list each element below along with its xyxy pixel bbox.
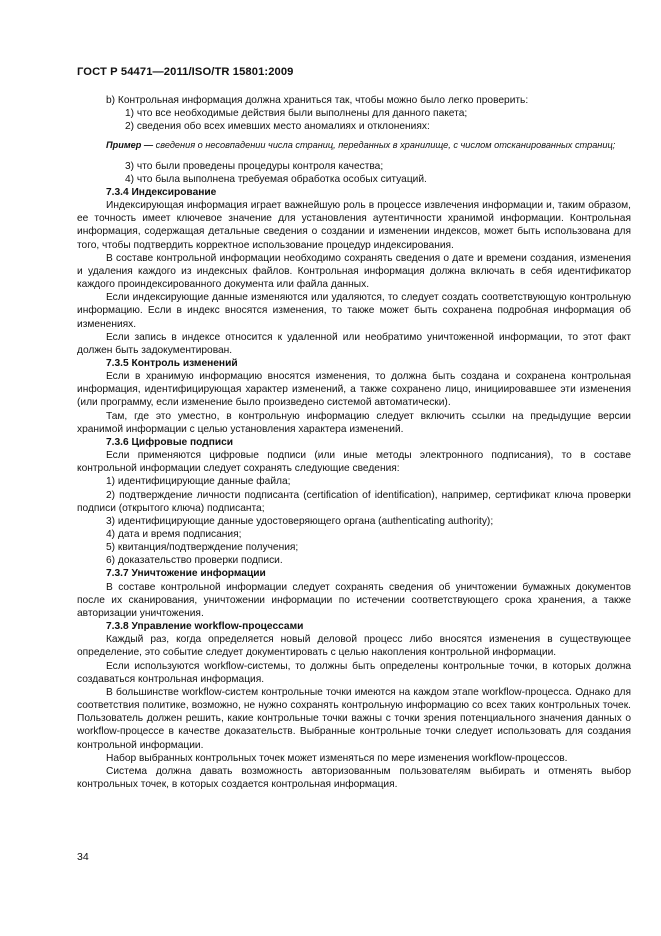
paragraph: Система должна давать возможность авторизованным пользователям выбирать и отменять выбор контрольных точек, в которых создается контрольная информация. [77,765,631,790]
section-heading-7-3-7: 7.3.7 Уничтожение информации [106,568,266,580]
paragraph: В составе контрольной информации необходимо сохранять сведения о дате и времени создания, изменения и удаления каждого из индексных файлов. Контрольная информация должна включать в себя идентификатор каждого проиндексированного документа или файла данных. [77,252,631,291]
document-body [77,94,631,791]
document-header: ГОСТ Р 54471—2011/ISO/TR 15801:2009 [77,66,294,78]
paragraph: В большинстве workflow-систем контрольные точки имеются на каждом этапе workflow-процесса. Однако для соответствия политике, возможно, не нужно сохранять контрольную информацию со всех таких контрольных точек. Пользователь должен решить, какие контрольные точки важны с точки зрения потенциального значения данных о workflow-процессе в качестве доказательств. Выбранные контрольные точки следует использовать для создания контрольной информации. [77,686,631,751]
list-item: 4) что была выполнена требуемая обработка особых ситуаций. [125,173,427,185]
paragraph: Если индексирующие данные изменяются или удаляются, то следует создать соответствующую контрольную информацию. Если в индекс вносятся изменения, то также может быть сохранена подробная информация об изменениях. [77,292,631,330]
paragraph: Если запись в индексе относится к удаленной или необратимо уничтоженной информации, то этот факт должен быть задокументирован. [77,331,631,356]
paragraph: Каждый раз, когда определяется новый деловой процесс либо вносятся изменения в существующее определение, это событие следует документировать с целью накопления контрольной информации. [77,634,631,659]
list-item: 4) дата и время подписания; [106,529,242,540]
paragraph: Если применяются цифровые подписи (или иные методы электронного подписания), то в составе контрольной информации следует сохранять следующие сведения: [77,450,631,475]
list-item-b: b) Контрольная информация должна храниться так, чтобы можно было легко проверить: [106,95,529,106]
example-text: сведения о несовпадении числа страниц, переданных в хранилище, с числом отсканированных страниц; [153,140,616,151]
list-item: 1) что все необходимые действия были выполнены для данного пакета; [125,108,468,120]
paragraph: Там, где это уместно, в контрольную информацию следует включить ссылки на предыдущие версии хранимой информации с целью установления характера изменений. [77,410,631,435]
paragraph: В составе контрольной информации следует сохранять сведения об уничтожении бумажных документов после их сканирования, уничтожении информации по истечении соответствующего срока хранения, а также авторизации уничтожения. [77,581,631,619]
example-note [77,139,631,152]
page-number: 34 [77,851,89,863]
section-heading-7-3-6: 7.3.6 Цифровые подписи [106,436,234,448]
list-item: 2) подтверждение личности подписанта (certification of identification), например, сертификат ключа проверки подписи (открытого ключа) подписанта; [77,489,631,514]
list-item: 6) доказательство проверки подписи. [106,555,283,567]
section-heading-7-3-5: 7.3.5 Контроль изменений [106,357,238,369]
list-item: 3) идентифицирующие данные удостоверяющего органа (authenticating authority); [106,515,494,527]
paragraph: Если используются workflow-системы, то должны быть определены контрольные точки, в которых должна создаваться контрольная информация. [77,660,631,685]
section-heading-7-3-8: 7.3.8 Управление workflow-процессами [106,621,304,633]
paragraph: Если в хранимую информацию вносятся изменения, то должна быть создана и сохранена контрольная информация, идентифицирующая характер изменений, а также сохранено лицо, инициировавшее эти изменения (или программу, если изменение было произведено системой автоматически). [77,371,631,409]
list-item: 3) что были проведены процедуры контроля качества; [125,160,384,172]
section-heading-7-3-4: 7.3.4 Индексирование [106,186,217,198]
paragraph: Индексирующая информация играет важнейшую роль в процессе извлечения информации и, таким образом, ее точность имеет ключевое значение для установления аутентичности хранимой информации. Контрольная информация, содержащая детальные сведения о создании и изменении индексов, может быть использована для того, чтобы подтвердить корректное использование процедур индексирования. [77,200,631,251]
list-item: 1) идентифицирующие данные файла; [106,476,291,488]
list-item: 5) квитанция/подтверждение получения; [106,542,299,554]
paragraph: Набор выбранных контрольных точек может изменяться по мере изменения workflow-процессов. [106,752,568,764]
list-item: 2) сведения обо всех имевших место аномалиях и отклонениях: [125,121,430,133]
example-label: Пример — [106,140,154,151]
